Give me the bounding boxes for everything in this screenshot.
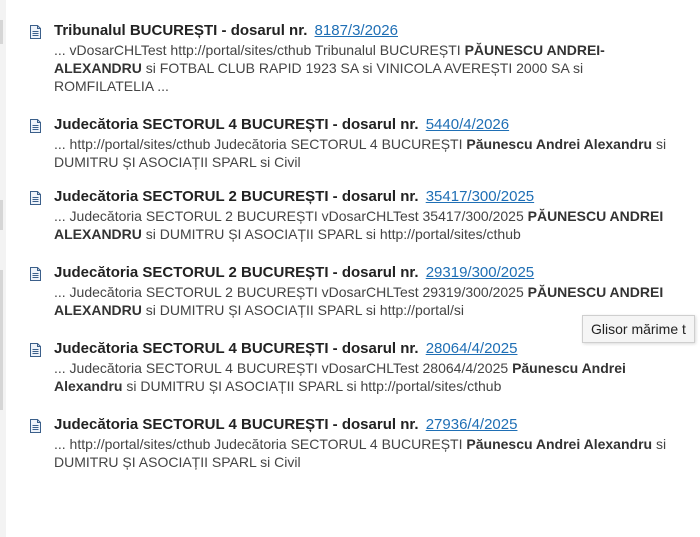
court-name: Judecătoria: [54, 340, 143, 357]
snippet-highlight: Păunescu Andrei Alexandru: [54, 360, 626, 394]
court-name-bold: BUCUREȘTI: [129, 22, 218, 39]
snippet-text: si DUMITRU ȘI ASOCIAȚII SPARL si Civil: [54, 436, 667, 470]
snippet-highlight: Păunescu Andrei Alexandru: [466, 136, 653, 152]
snippet-text: si FOTBAL CLUB RAPID 1923 SA si VINICOLA AVEREȘTI 2000 SA si ROMFILATELIA ...: [54, 60, 584, 94]
snippet-highlight: PĂUNESCU ANDREI ALEXANDRU: [54, 284, 664, 318]
document-icon: [30, 191, 41, 205]
case-label: - dosarul nr.: [328, 340, 423, 357]
result-title: [54, 188, 678, 206]
document-icon: [30, 119, 41, 133]
snippet-text: ... Judecătoria SECTORUL 4 BUCUREȘTI vDosarCHLTest 28064/4/2025: [54, 360, 513, 376]
left-border-segment: [0, 270, 3, 410]
left-border-segment: [0, 200, 3, 230]
snippet-text: ... http://portal/sites/cthub Judecătoria SECTORUL 4 BUCUREȘTI: [54, 436, 467, 452]
search-result: [28, 22, 678, 95]
document-icon: [30, 267, 41, 281]
result-snippet: [54, 41, 674, 95]
case-number-link[interactable]: 28064/4/2025: [425, 340, 518, 357]
court-name-bold: SECTORUL 4 BUCUREȘTI: [142, 116, 329, 133]
case-number-link[interactable]: 27936/4/2025: [425, 416, 518, 433]
case-label: - dosarul nr.: [217, 22, 312, 39]
snippet-text: ... Judecătoria SECTORUL 2 BUCUREȘTI vDosarCHLTest 35417/300/2025: [54, 208, 528, 224]
document-icon: [30, 343, 41, 357]
search-result: [28, 188, 678, 243]
slider-tooltip: Glisor mărime t: [582, 315, 695, 343]
case-number-link[interactable]: 29319/300/2025: [425, 264, 535, 281]
court-name: Judecătoria: [54, 264, 143, 281]
court-name-bold: SECTORUL 4 BUCUREȘTI: [142, 416, 329, 433]
search-result: [28, 340, 678, 395]
document-icon: [30, 419, 41, 433]
case-number-link[interactable]: 8187/3/2026: [314, 22, 398, 39]
left-border-segment: [0, 20, 3, 44]
court-name: Judecătoria: [54, 416, 143, 433]
document-icon: [30, 25, 41, 39]
court-name: Judecătoria: [54, 116, 143, 133]
snippet-text: ... Judecătoria SECTORUL 2 BUCUREȘTI vDosarCHLTest 29319/300/2025: [54, 284, 528, 300]
search-results-list: [28, 22, 678, 492]
search-result: [28, 416, 678, 471]
snippet-text: si DUMITRU ȘI ASOCIAȚII SPARL si http://portal/sites/cthub: [141, 226, 521, 242]
snippet-text: si DUMITRU ȘI ASOCIAȚII SPARL si http://portal/si: [141, 302, 464, 318]
case-label: - dosarul nr.: [328, 264, 423, 281]
result-snippet: [54, 283, 674, 319]
result-title: [54, 116, 678, 134]
case-label: - dosarul nr.: [328, 188, 423, 205]
case-label: - dosarul nr.: [328, 416, 423, 433]
snippet-highlight: PĂUNESCU ANDREI ALEXANDRU: [54, 208, 664, 242]
court-name: Tribunalul: [54, 22, 130, 39]
result-title: [54, 22, 678, 40]
case-number-link[interactable]: 5440/4/2026: [425, 116, 510, 133]
case-label: - dosarul nr.: [328, 116, 423, 133]
snippet-text: si DUMITRU ȘI ASOCIAȚII SPARL si Civil: [54, 136, 667, 170]
result-snippet: [54, 135, 674, 171]
court-name-bold: SECTORUL 2 BUCUREȘTI: [142, 188, 329, 205]
search-result: [28, 116, 678, 171]
court-name-bold: SECTORUL 4 BUCUREȘTI: [142, 340, 329, 357]
snippet-highlight: Păunescu Andrei Alexandru: [466, 436, 653, 452]
result-title: [54, 416, 678, 434]
page-left-border: [0, 0, 6, 537]
snippet-text: ... vDosarCHLTest http://portal/sites/cthub Tribunalul BUCUREȘTI: [54, 42, 465, 58]
snippet-text: ... http://portal/sites/cthub Judecătoria SECTORUL 4 BUCUREȘTI: [54, 136, 467, 152]
case-number-link[interactable]: 35417/300/2025: [425, 188, 535, 205]
search-result: [28, 264, 678, 319]
result-title: [54, 264, 678, 282]
snippet-text: si DUMITRU ȘI ASOCIAȚII SPARL si http://portal/sites/cthub: [122, 378, 502, 394]
result-snippet: [54, 359, 674, 395]
court-name: Judecătoria: [54, 188, 143, 205]
snippet-highlight: PĂUNESCU ANDREI-ALEXANDRU: [54, 42, 605, 76]
court-name-bold: SECTORUL 2 BUCUREȘTI: [142, 264, 329, 281]
result-snippet: [54, 435, 674, 471]
result-snippet: [54, 207, 674, 243]
